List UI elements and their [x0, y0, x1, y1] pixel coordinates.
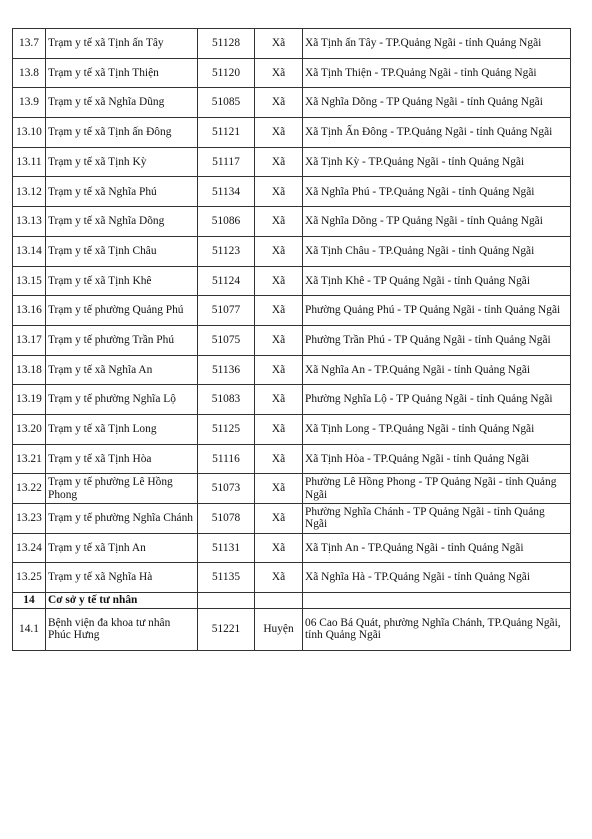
- cell-level: Xã: [255, 296, 303, 326]
- cell-number: 14.1: [13, 608, 46, 650]
- cell-facility-name: Trạm y tế xã Tịnh An: [46, 533, 198, 563]
- section-row: [13, 593, 571, 609]
- cell-number: 13.23: [13, 504, 46, 534]
- cell-address: Xã Tịnh Thiện - TP.Quảng Ngãi - tỉnh Quảng Ngãi: [303, 58, 571, 88]
- cell-facility-name: Trạm y tế xã Tịnh Hòa: [46, 444, 198, 474]
- cell-facility-name: Trạm y tế xã Tịnh Châu: [46, 236, 198, 266]
- cell-number: 13.19: [13, 385, 46, 415]
- cell-address: 06 Cao Bá Quát, phường Nghĩa Chánh, TP.Quảng Ngãi, tỉnh Quảng Ngãi: [303, 608, 571, 650]
- cell-facility-code: 51085: [198, 88, 255, 118]
- cell-facility-code: 51135: [198, 563, 255, 593]
- cell-facility-code: 51134: [198, 177, 255, 207]
- cell-address: Xã Tịnh Khê - TP Quảng Ngãi - tỉnh Quảng Ngãi: [303, 266, 571, 296]
- section-empty-cell: [198, 593, 255, 609]
- cell-level: Xã: [255, 474, 303, 504]
- cell-level: Xã: [255, 385, 303, 415]
- table-row: [13, 385, 571, 415]
- cell-facility-code: 51075: [198, 325, 255, 355]
- cell-number: 13.13: [13, 207, 46, 237]
- cell-level: Xã: [255, 444, 303, 474]
- cell-facility-name: Trạm y tế phường Nghĩa Lộ: [46, 385, 198, 415]
- table-row: [13, 533, 571, 563]
- cell-facility-code: 51083: [198, 385, 255, 415]
- cell-level: Xã: [255, 355, 303, 385]
- cell-facility-code: 51117: [198, 147, 255, 177]
- cell-facility-name: Trạm y tế xã Tịnh ấn Đông: [46, 118, 198, 148]
- cell-level: Xã: [255, 207, 303, 237]
- table-row: [13, 608, 571, 650]
- cell-address: Xã Tịnh Ấn Đông - TP.Quảng Ngãi - tỉnh Quảng Ngãi: [303, 118, 571, 148]
- table-row: [13, 474, 571, 504]
- cell-level: Xã: [255, 58, 303, 88]
- cell-facility-name: Trạm y tế xã Nghĩa Phú: [46, 177, 198, 207]
- cell-number: 13.16: [13, 296, 46, 326]
- table-row: [13, 177, 571, 207]
- cell-address: Xã Nghĩa An - TP.Quảng Ngãi - tỉnh Quảng Ngãi: [303, 355, 571, 385]
- cell-facility-name: Trạm y tế phường Lê Hồng Phong: [46, 474, 198, 504]
- cell-facility-code: 51086: [198, 207, 255, 237]
- cell-level: Xã: [255, 236, 303, 266]
- cell-facility-code: 51116: [198, 444, 255, 474]
- cell-facility-name: Trạm y tế xã Tịnh Long: [46, 414, 198, 444]
- cell-address: Xã Tịnh ấn Tây - TP.Quảng Ngãi - tỉnh Quảng Ngãi: [303, 29, 571, 59]
- cell-facility-name: Trạm y tế phường Trần Phú: [46, 325, 198, 355]
- cell-facility-name: Trạm y tế phường Nghĩa Chánh: [46, 504, 198, 534]
- cell-facility-code: 51136: [198, 355, 255, 385]
- cell-facility-name: Trạm y tế xã Nghĩa Hà: [46, 563, 198, 593]
- cell-number: 13.17: [13, 325, 46, 355]
- cell-address: Phường Nghĩa Lộ - TP Quảng Ngãi - tỉnh Quảng Ngãi: [303, 385, 571, 415]
- cell-level: Xã: [255, 266, 303, 296]
- cell-address: Phường Lê Hồng Phong - TP Quảng Ngãi - tỉnh Quảng Ngãi: [303, 474, 571, 504]
- cell-number: 13.12: [13, 177, 46, 207]
- cell-number: 13.25: [13, 563, 46, 593]
- cell-facility-code: 51120: [198, 58, 255, 88]
- cell-address: Xã Tịnh Kỳ - TP.Quảng Ngãi - tỉnh Quảng Ngãi: [303, 147, 571, 177]
- cell-facility-code: 51121: [198, 118, 255, 148]
- cell-level: Xã: [255, 504, 303, 534]
- cell-level: Xã: [255, 147, 303, 177]
- cell-address: Xã Tịnh An - TP.Quảng Ngãi - tỉnh Quảng Ngãi: [303, 533, 571, 563]
- cell-facility-code: 51131: [198, 533, 255, 563]
- table-row: [13, 88, 571, 118]
- cell-facility-name: Trạm y tế phường Quảng Phú: [46, 296, 198, 326]
- cell-level: Xã: [255, 118, 303, 148]
- cell-facility-name: Trạm y tế xã Tịnh ấn Tây: [46, 29, 198, 59]
- cell-number: 13.14: [13, 236, 46, 266]
- cell-number: 13.11: [13, 147, 46, 177]
- cell-facility-code: 51123: [198, 236, 255, 266]
- facility-table-body: [13, 29, 571, 651]
- cell-number: 13.8: [13, 58, 46, 88]
- cell-level: Xã: [255, 88, 303, 118]
- cell-level: Huyện: [255, 608, 303, 650]
- cell-address: Xã Tịnh Long - TP.Quảng Ngãi - tỉnh Quảng Ngãi: [303, 414, 571, 444]
- cell-facility-name: Trạm y tế xã Nghĩa An: [46, 355, 198, 385]
- table-row: [13, 296, 571, 326]
- section-number: 14: [13, 593, 46, 609]
- table-row: [13, 118, 571, 148]
- section-empty-cell: [303, 593, 571, 609]
- cell-number: 13.21: [13, 444, 46, 474]
- cell-facility-code: 51128: [198, 29, 255, 59]
- cell-number: 13.18: [13, 355, 46, 385]
- cell-level: Xã: [255, 29, 303, 59]
- table-row: [13, 266, 571, 296]
- table-row: [13, 58, 571, 88]
- cell-address: Xã Nghĩa Phú - TP.Quảng Ngãi - tỉnh Quảng Ngãi: [303, 177, 571, 207]
- cell-number: 13.22: [13, 474, 46, 504]
- cell-number: 13.9: [13, 88, 46, 118]
- table-row: [13, 444, 571, 474]
- cell-address: Xã Nghĩa Dõng - TP Quảng Ngãi - tỉnh Quảng Ngãi: [303, 88, 571, 118]
- cell-facility-code: 51124: [198, 266, 255, 296]
- cell-address: Xã Nghĩa Dõng - TP Quảng Ngãi - tỉnh Quảng Ngãi: [303, 207, 571, 237]
- cell-facility-name: Trạm y tế xã Tịnh Kỳ: [46, 147, 198, 177]
- cell-facility-code: 51073: [198, 474, 255, 504]
- table-row: [13, 355, 571, 385]
- cell-facility-name: Bệnh viện đa khoa tư nhân Phúc Hưng: [46, 608, 198, 650]
- table-row: [13, 414, 571, 444]
- cell-number: 13.20: [13, 414, 46, 444]
- cell-level: Xã: [255, 325, 303, 355]
- cell-level: Xã: [255, 177, 303, 207]
- table-row: [13, 207, 571, 237]
- cell-number: 13.7: [13, 29, 46, 59]
- cell-facility-name: Trạm y tế xã Tịnh Khê: [46, 266, 198, 296]
- table-row: [13, 236, 571, 266]
- cell-facility-code: 51221: [198, 608, 255, 650]
- table-row: [13, 147, 571, 177]
- cell-level: Xã: [255, 414, 303, 444]
- table-row: [13, 29, 571, 59]
- cell-address: Phường Nghĩa Chánh - TP Quảng Ngãi - tỉnh Quảng Ngãi: [303, 504, 571, 534]
- cell-facility-name: Trạm y tế xã Nghĩa Dũng: [46, 88, 198, 118]
- cell-address: Xã Nghĩa Hà - TP.Quảng Ngãi - tỉnh Quảng Ngãi: [303, 563, 571, 593]
- cell-address: Phường Trần Phú - TP Quảng Ngãi - tỉnh Quảng Ngãi: [303, 325, 571, 355]
- cell-facility-name: Trạm y tế xã Nghĩa Dõng: [46, 207, 198, 237]
- cell-address: Xã Tịnh Châu - TP.Quảng Ngãi - tỉnh Quảng Ngãi: [303, 236, 571, 266]
- cell-level: Xã: [255, 533, 303, 563]
- table-row: [13, 563, 571, 593]
- cell-facility-code: 51077: [198, 296, 255, 326]
- section-empty-cell: [255, 593, 303, 609]
- cell-facility-name: Trạm y tế xã Tịnh Thiện: [46, 58, 198, 88]
- cell-number: 13.24: [13, 533, 46, 563]
- cell-address: Phường Quảng Phú - TP Quảng Ngãi - tỉnh Quảng Ngãi: [303, 296, 571, 326]
- cell-level: Xã: [255, 563, 303, 593]
- cell-facility-code: 51078: [198, 504, 255, 534]
- cell-address: Xã Tịnh Hòa - TP.Quảng Ngãi - tỉnh Quảng Ngãi: [303, 444, 571, 474]
- cell-facility-code: 51125: [198, 414, 255, 444]
- table-row: [13, 504, 571, 534]
- cell-number: 13.10: [13, 118, 46, 148]
- facility-table: [12, 28, 571, 651]
- cell-number: 13.15: [13, 266, 46, 296]
- section-title: Cơ sở y tế tư nhân: [46, 593, 198, 609]
- table-row: [13, 325, 571, 355]
